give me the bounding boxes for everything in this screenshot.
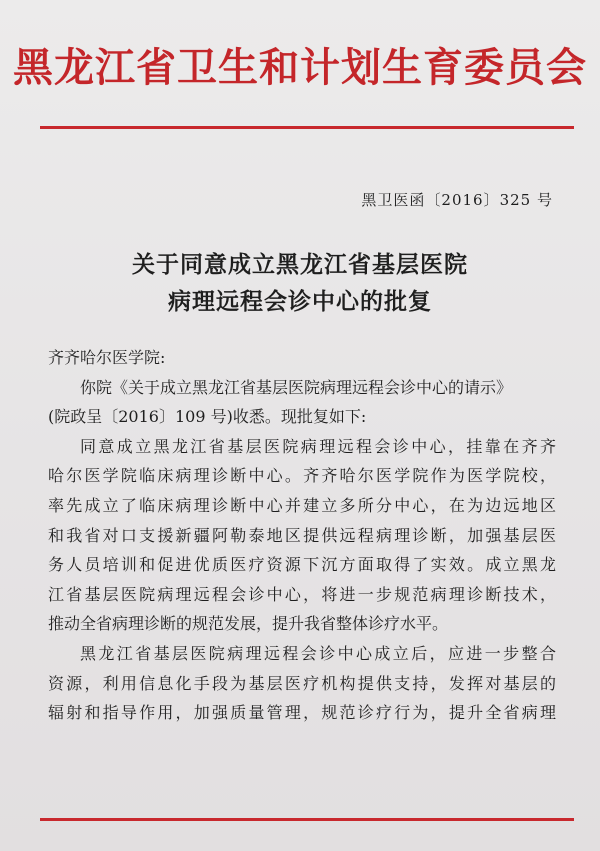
salutation: 齐齐哈尔医学院:	[48, 348, 166, 367]
document-title-line-1: 关于同意成立黑龙江省基层医院	[132, 251, 468, 278]
paragraph-3-line: 辐射和指导作用，加强质量管理，规范诊疗行为，提升全省病理	[48, 703, 556, 723]
document-body	[48, 343, 556, 728]
paragraph-2-line: 哈尔医学院临床病理诊断中心。齐齐哈尔医学院作为医学院校，	[48, 466, 556, 486]
paragraph-1-line: (院政呈〔2016〕109 号)收悉。现批复如下:	[48, 407, 367, 427]
document-number: 黑卫医函〔2016〕325 号	[361, 191, 553, 209]
paragraph-2-line: 和我省对口支援新疆阿勒泰地区提供远程病理诊断，加强基层医	[48, 525, 556, 545]
document-title-line-2: 病理远程会诊中心的批复	[168, 288, 432, 315]
paragraph-1-line: 你院《关于成立黑龙江省基层医院病理远程会诊中心的请示》	[80, 377, 513, 397]
letterhead-title: 黑龙江省卫生和计划生育委员会	[13, 44, 587, 91]
paragraph-2-line: 推动全省病理诊断的规范发展，提升我省整体诊疗水平。	[48, 614, 449, 634]
paragraph-2-line: 江省基层医院病理远程会诊中心，将进一步规范病理诊断技术，	[48, 584, 556, 604]
footer-red-rule	[40, 818, 574, 821]
paragraph-3-line: 资源，利用信息化手段为基层医疗机构提供支持，发挥对基层的	[48, 673, 556, 693]
paragraph-2-line: 同意成立黑龙江省基层医院病理远程会诊中心，挂靠在齐齐	[80, 436, 556, 456]
paragraph-3-line: 黑龙江省基层医院病理远程会诊中心成立后，应进一步整合	[80, 643, 556, 663]
letterhead-red-rule	[40, 126, 574, 129]
paragraph-2-line: 务人员培训和促进优质医疗资源下沉方面取得了实效。成立黑龙	[48, 555, 556, 575]
paragraph-2-line: 率先成立了临床病理诊断中心并建立多所分中心，在为边远地区	[48, 495, 556, 515]
